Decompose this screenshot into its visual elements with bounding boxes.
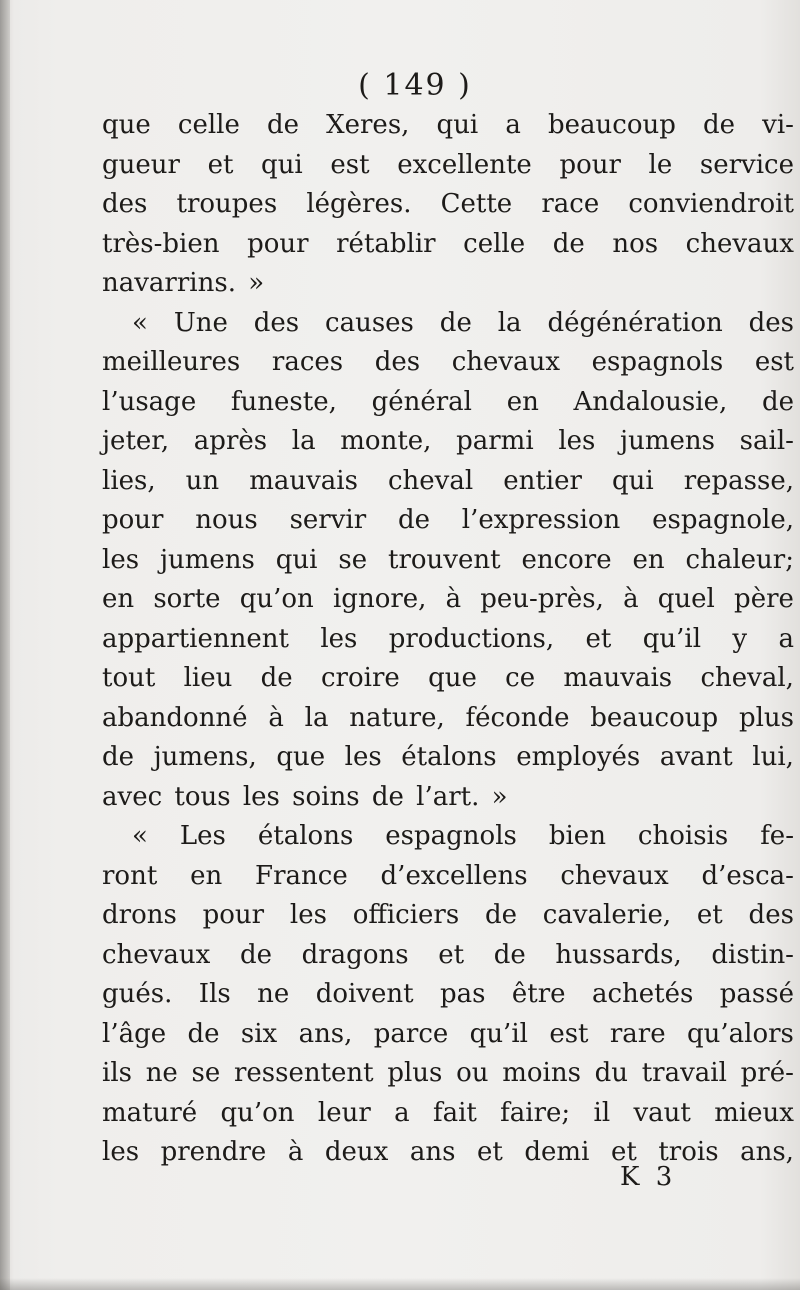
text-line: appartiennent les productions, et qu’il y a [102,623,794,654]
text-line: navarrins. » [102,268,265,298]
page-gutter-shadow [0,0,10,1290]
signature-mark: K 3 [620,1162,677,1192]
page-number: ( 149 ) [358,68,472,103]
text-line: ront en France d’excellens chevaux d’esca- [102,860,794,891]
text-line: lies, un mauvais cheval entier qui repasse, [102,465,794,496]
text-line: gués. Ils ne doivent pas être achetés passé [102,979,794,1009]
body-text [102,106,794,1173]
text-line: ils ne se ressentent plus ou moins du travail pré- [102,1058,794,1088]
page-bottom-shadow [0,1278,800,1290]
text-line: gueur et qui est excellente pour le service [102,149,794,180]
text-line: maturé qu’on leur a fait faire; il vaut mieux [102,1097,794,1128]
text-line: abandonné à la nature, féconde beaucoup plus [102,702,794,733]
text-line: « Une des causes de la dégénération des [132,307,794,338]
text-line: des troupes légères. Cette race conviendroit [102,189,794,219]
text-line: drons pour les officiers de cavalerie, et des [102,900,794,930]
text-line: très-bien pour rétablir celle de nos chevaux [102,228,794,259]
text-line: les prendre à deux ans et demi et trois ans, [102,1137,794,1167]
text-line: pour nous servir de l’expression espagnole, [102,505,794,535]
text-line: de jumens, que les étalons employés avant lui, [102,742,794,772]
text-line: l’âge de six ans, parce qu’il est rare qu’alors [102,1018,794,1049]
text-line: les jumens qui se trouvent encore en chaleur; [102,544,794,575]
text-line: tout lieu de croire que ce mauvais cheval, [102,663,794,693]
text-line: avec tous les soins de l’art. » [102,781,508,812]
text-line: l’usage funeste, général en Andalousie, de [102,386,794,417]
text-line: meilleures races des chevaux espagnols est [102,347,794,377]
text-line: « Les étalons espagnols bien choisis fe- [132,821,794,851]
text-line: que celle de Xeres, qui a beaucoup de vi- [102,110,794,140]
text-line: en sorte qu’on ignore, à peu-près, à quel père [102,584,794,614]
text-line: chevaux de dragons et de hussards, distin- [102,939,794,970]
text-line: jeter, après la monte, parmi les jumens sail- [102,426,794,456]
